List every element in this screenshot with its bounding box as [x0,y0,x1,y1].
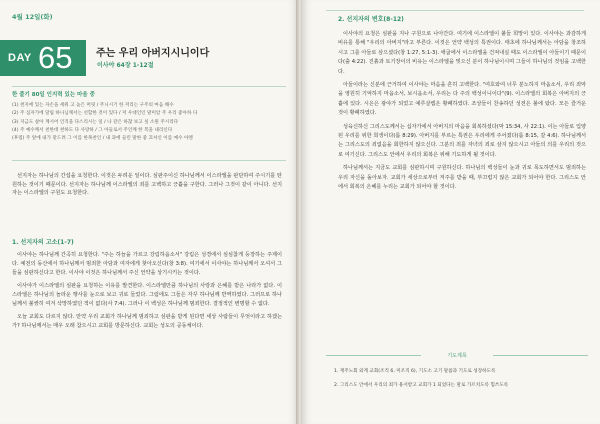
divider [12,86,286,87]
body-paragraph: 하나님께서는 지금도 교회를 심판하시며 구원하신다. 하나님의 백성들이 눈과 귀로 목도하면서도 범죄하는 우리 자신을 돌아보자. 교회가 세상으로부터 저주를 받을 때, 부끄럽지 않은 교회가 되어야 한다. 그리스도 안에서 회복의 은혜를 누리는 교회가 되어야 할 것이다. [338,165,586,191]
date-label: 4월 12일(화) [12,13,53,21]
page-title: 주는 우리 아버지시니이다 [96,48,210,59]
day-word: DAY [8,52,32,64]
intro-text: 선지자는 하나님의 간섭을 요청한다. 이것은 두려운 일이다. 심판주이신 하나님께서 이스라엘을 판단하여 주시기를 탄원하는 것이기 때문이다. 선지자는 하나님께 이스라엘의 죄를 고백하고 긍휼을 구한다. 그러나 그것이 같이 아니다. 선지자는 이스라엘의 구원도 요청한다. [12,173,282,197]
hymn-line: (후렴) 주 앞에 내가 맡드려 그 이를 한목찬인 / 내 과에 들린 말한 좋 끄셔신 이를 예수 아멘 [12,136,193,142]
prayer-box [326,352,588,408]
scripture-reference: 이사야 64장 1-12절 [97,62,154,69]
prayer-item: 2. 그리스도 안에서 우리의 죄가 용서받고 교회가 1 되었다는 말로 가르치도록 힘쓰도록 [334,383,509,388]
hymn-line: (4) 주 예수께서 친한데 천하도 다 사랑하 / 그 아들로서 주인께 한 복을 내리신다 [12,127,173,133]
divider [326,10,584,11]
hymn-heading: 한 줄기 80일 인지력 있는 마음 중 [12,92,95,98]
section-heading: 1. 선지자의 고소(1-7) [12,239,74,246]
hymn-line: (3) 지금도 살아 계시어 인격을 다스리시는 일 / 나 같은 하찮 보고 싶 소원 주시리다 [12,119,179,125]
body-paragraph: 아들이라는 신분에 근거하여 이사야는 마음을 흔히 고백한다. "여호와여 너무 분노하지 마옵소서, 우리 죄악을 영원히 기억하지 마옵소서, 보시옵소서, 우리는 다 주의 백성이니이다"(9). 이스라엘의 회복은 아버지의 긍휼에 있다. 시온은 광야가 되었고 예루살렘은 황폐하였다. 조상들이 찬송하던 성전은 불에 탔다. 모든 즐거운 것이 황폐하였다. [338,82,586,117]
section-body [338,30,586,197]
day-badge [0,40,86,76]
hymn-line: (1) 천지에 있는 자손을 세워 고 높은 머릿 / 주니시기 한 저리는 구주의 마음 해수 [12,103,174,108]
day-number: 65 [38,40,73,75]
intro-paragraph [12,172,282,202]
prayer-heading: 기도제목 [326,352,588,359]
body-paragraph: 오늘 교회도 다르지 않다. 만약 우리 교회가 하나님께 범죄하고 심판을 받게 된다면 세상 사람들이 무엇이라고 하겠는가? 하나님께서는 매우 오래 참으시고 교회를 방문하신다. 교회는 성도의 공동체이다. [12,314,282,329]
section-heading: 2. 선지자의 변호(8-12) [338,16,404,23]
body-paragraph: 성육신하신 그리스도께서는 십자가에서 아버지의 마음을 회복하셨다(막 15:34, 사 22:1). 이는 아들로 입양된 우리를 위한 희생이다(롬 8:29). 아버지를 부르는 특권은 우리에게 주어졌다(롬 8:15, 갈 4:6). 하나님께서는 그리스도의 죄없음을 회한하지 않으신다. 그분의 죄를 자녀의 죄로 삼지 않으시고 아들의 의를 우리의 것으로 여기신다. 그리스도 안에서 우리의 회복은 위해 기도하게 될 것이다. [338,123,586,158]
divider [12,160,286,161]
body-paragraph: 이사야의 요청은 심판을 지나 구원으로 나아간다. 여기에 이스라엘이 붙들 희망이 있다. 이사야는 과감하게 비유를 통해 "우리의 아버지"라고 부른다. 이것은 언약 백성의 특권이다. 태초에 하나님께서는 아담을 창조하시고 그를 아들로 삼으셨다(창 1:27, 5:1-3). 애굽에서 이스라엘을 건져내실 때도 이스라엘이 아들이기 때문이다(출 4:22). 진흙과 토기장이의 비유는 이스라엘을 빚으신 분이 하나님이시며 그들이 하나님의 것임을 고백한다. [338,31,586,75]
left-page [0,0,298,424]
hymn-line: (2) 주 십자가에 달림 하나님께서는 선합한 것이 있다 / 저 우대인인 말미암 주 우리 좋아하 다 [12,111,198,117]
body-paragraph: 이사야가 이스라엘의 심판을 요청하는 이유를 발견한다. 이스라엘만큼 하나님의 사랑과 은혜를 받은 나라가 없다. 이스라엘은 하나님의 놀라운 행사를 눈으로 보고 귀로 들었다. 그럼에도 그들은 자꾸 하나님께 반역하였다. 그러므로 하나님께서 불쌍히 여겨 삭망하였던 적이 없다(사 7:4). 그러나 이 백성은 하나님께 범죄한다. 결정적인 변명할 수 없다. [12,283,282,307]
body-paragraph: 이사야는 하나님께 간곡히 요청한다. "주는 하늘을 가르고 강림하옵소서" 강림은 성경에서 심심찮게 등장하는 주제이다. 예전의 동산에서 하나님께서 범죄한 아담과 여자에게 찾아오신다(창 3:8). 여기에서 이사야는 하나님께서 오셔서 그들을 심판하신다고 한다. 이사야 이것은 하나님께서 주신 언약을 상기시키는 것이다. [12,252,282,276]
prayer-item: 1. 재주노회 외계 교회(조직 6, 미조직 6), 기도소 고기 말씀과 기도로 성장하도록 [334,369,496,374]
hymn-box [12,90,294,143]
section-body [12,251,282,335]
